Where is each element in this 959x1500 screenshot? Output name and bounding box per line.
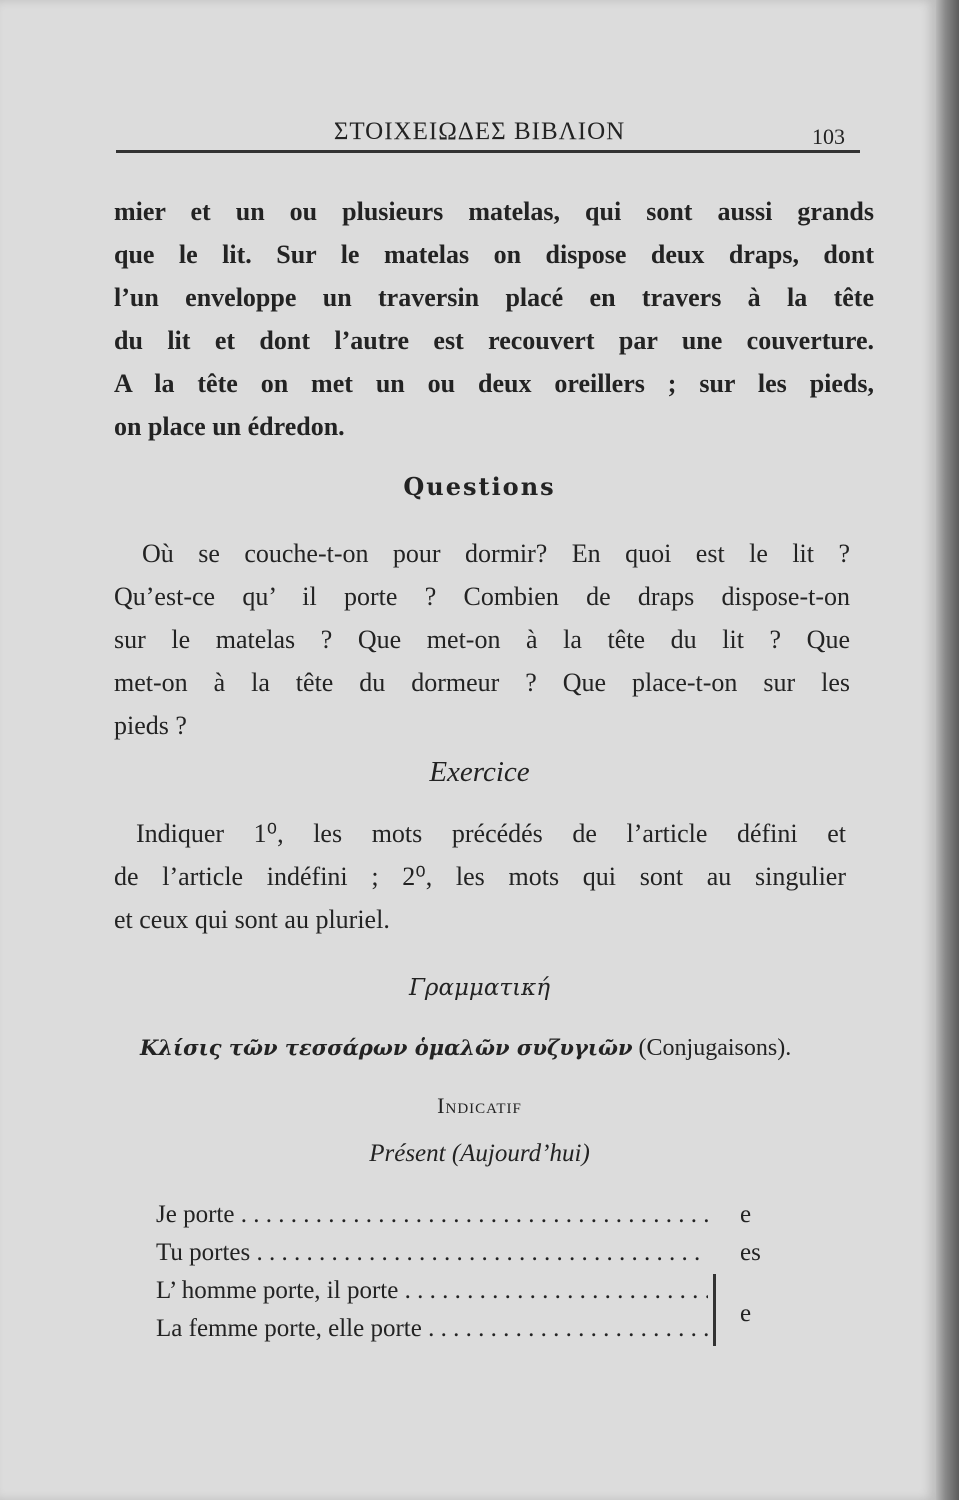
mood-heading: Indicatif	[437, 1093, 522, 1118]
question-line: Qu’est-ce qu’ il porte ? Combien de draps dispose-t-on	[114, 582, 850, 611]
brace-bracket	[713, 1274, 716, 1346]
question-line: sur le matelas ? Que met-on à la tête du lit ? Que	[114, 625, 850, 654]
question-line: met-on à la tête du dormeur ? Que place-t-on sur les	[114, 668, 850, 697]
question-line: pieds ?	[114, 711, 187, 740]
exercise-line: et ceux qui sont au pluriel.	[114, 905, 390, 934]
question-line: Où se couche-t-on pour dormir? En quoi est le lit ?	[142, 539, 850, 568]
page-edge	[936, 0, 959, 1500]
conjugation-title-french: (Conjugaisons).	[638, 1035, 792, 1061]
conjugation-row	[156, 1196, 776, 1234]
body-line: du lit et dont l’autre est recouvert par une couverture.	[114, 326, 874, 355]
body-line: que le lit. Sur le matelas on dispose deux draps, dont	[114, 240, 874, 269]
tense-heading: Présent (Aujourd’hui)	[369, 1140, 590, 1167]
running-header-title: ΣΤΟΙΧΕΙΩΔΕΣ ΒΙΒΛΙΟΝ	[333, 118, 626, 145]
conjugation-ending: es	[740, 1239, 761, 1266]
body-line: l’un enveloppe un traversin placé en travers à la tête	[114, 283, 874, 312]
questions-heading: Questions	[403, 472, 556, 501]
conjugation-subject: L’ homme porte, il porte . . .	[156, 1272, 708, 1310]
body-line: A la tête on met un ou deux oreillers ; sur les pieds,	[114, 369, 874, 398]
grammar-heading: Γραμματική	[408, 975, 551, 1001]
conjugation-subject: Tu portes . . .	[156, 1234, 708, 1272]
conjugation-row	[156, 1234, 776, 1272]
conjugation-row	[156, 1310, 776, 1348]
shared-ending: e	[740, 1300, 752, 1327]
body-paragraph	[114, 190, 874, 448]
conjugation-title-greek: Κλίσις τῶν τεσσάρων ὁμαλῶν συζυγιῶν	[140, 1035, 633, 1060]
conjugation-table	[156, 1196, 776, 1348]
body-line: mier et un ou plusieurs matelas, qui sont aussi grands	[114, 197, 874, 226]
conjugation-title	[140, 1035, 791, 1062]
conjugation-subject: La femme porte, elle porte . . .	[156, 1310, 708, 1348]
questions-paragraph	[114, 532, 850, 747]
exercise-line: de l’article indéfini ; 2⁰, les mots qui sont au singulier	[114, 862, 846, 891]
body-line: on place un édredon.	[114, 412, 345, 441]
exercise-line: Indiquer 1⁰, les mots précédés de l’article défini et	[136, 819, 846, 848]
exercise-heading: Exercice	[429, 756, 530, 788]
header-rule	[116, 150, 860, 153]
conjugation-ending: e	[740, 1201, 752, 1228]
page-number: 103	[812, 124, 845, 149]
conjugation-row	[156, 1272, 776, 1310]
conjugation-subject: Je porte . . .	[156, 1196, 708, 1234]
exercise-paragraph	[114, 812, 846, 941]
